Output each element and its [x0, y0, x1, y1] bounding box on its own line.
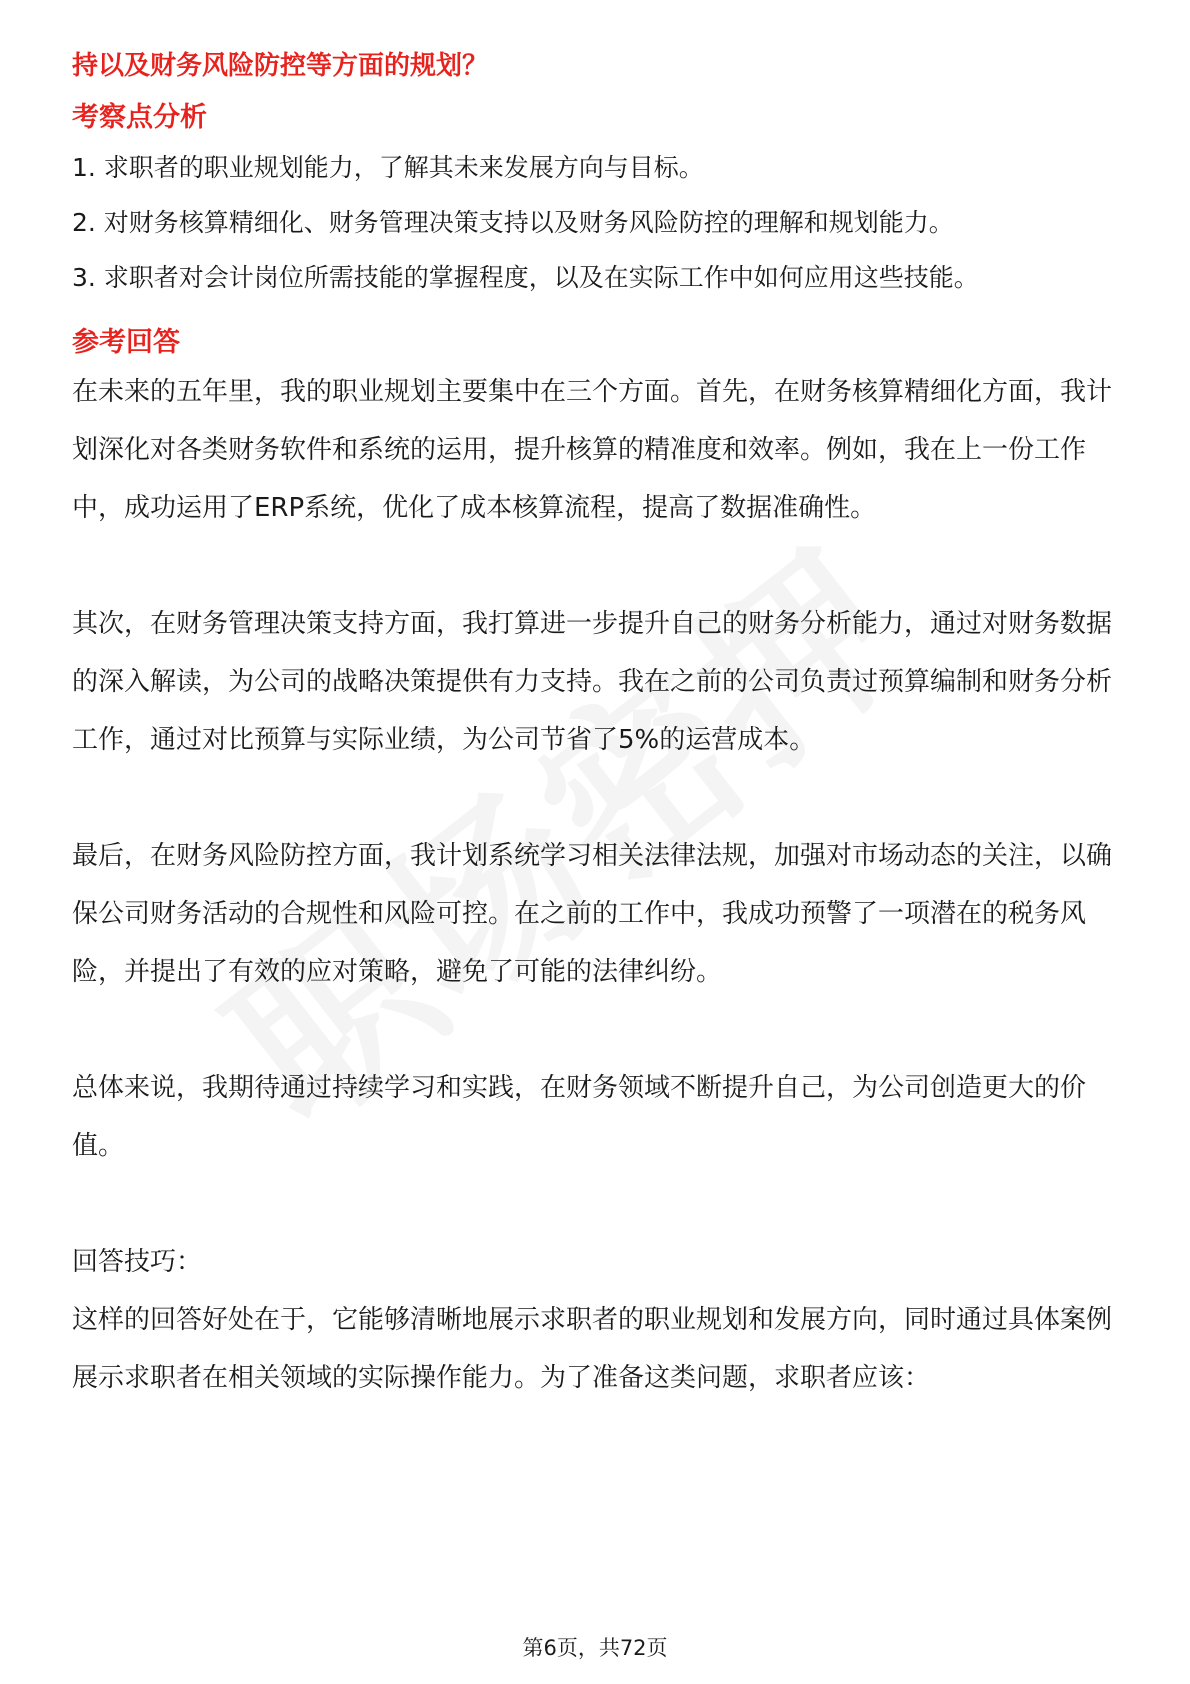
answer-paragraph: 在未来的五年里，我的职业规划主要集中在三个方面。首先，在财务核算精细化方面，我计划深化对各类财务软件和系统的运用，提升核算的精准度和效率。例如，我在上一份工作中，成功运用了ERP系统，优化了成本核算流程，提高了数据准确性。 [72, 377, 1113, 523]
question-text: 持以及财务风险防控等方面的规划？ [72, 51, 489, 81]
answer-heading: 参考回答 [72, 327, 180, 358]
analysis-point: 1. 求职者的职业规划能力，了解其未来发展方向与目标。 [72, 153, 704, 182]
paragraph-spacer [72, 537, 1122, 595]
page-number: 第6页，共72页 [522, 1636, 668, 1660]
paragraph-spacer [72, 1001, 1122, 1059]
analysis-point: 3. 求职者对会计岗位所需技能的掌握程度，以及在实际工作中如何应用这些技能。 [72, 263, 979, 292]
paragraph-spacer [72, 769, 1122, 827]
tips-paragraph: 这样的回答好处在于，它能够清晰地展示求职者的职业规划和发展方向，同时通过具体案例展示求职者在相关领域的实际操作能力。为了准备这类问题，求职者应该： [72, 1305, 1113, 1393]
analysis-point: 2. 对财务核算精细化、财务管理决策支持以及财务风险防控的理解和规划能力。 [72, 208, 954, 237]
analysis-heading: 考察点分析 [72, 102, 207, 133]
page-content [72, 46, 1122, 1407]
tips-heading: 回答技巧： [72, 1247, 203, 1277]
paragraph-spacer [72, 1175, 1122, 1233]
answer-paragraph: 其次，在财务管理决策支持方面，我打算进一步提升自己的财务分析能力，通过对财务数据的深入解读，为公司的战略决策提供有力支持。我在之前的公司负责过预算编制和财务分析工作，通过对比预算与实际业绩，为公司节省了5%的运营成本。 [72, 609, 1113, 755]
answer-paragraph: 最后，在财务风险防控方面，我计划系统学习相关法律法规，加强对市场动态的关注，以确保公司财务活动的合规性和风险可控。在之前的工作中，我成功预警了一项潜在的税务风险，并提出了有效的应对策略，避免了可能的法律纠纷。 [72, 841, 1113, 987]
answer-paragraph: 总体来说，我期待通过持续学习和实践，在财务领域不断提升自己，为公司创造更大的价值。 [72, 1073, 1087, 1161]
